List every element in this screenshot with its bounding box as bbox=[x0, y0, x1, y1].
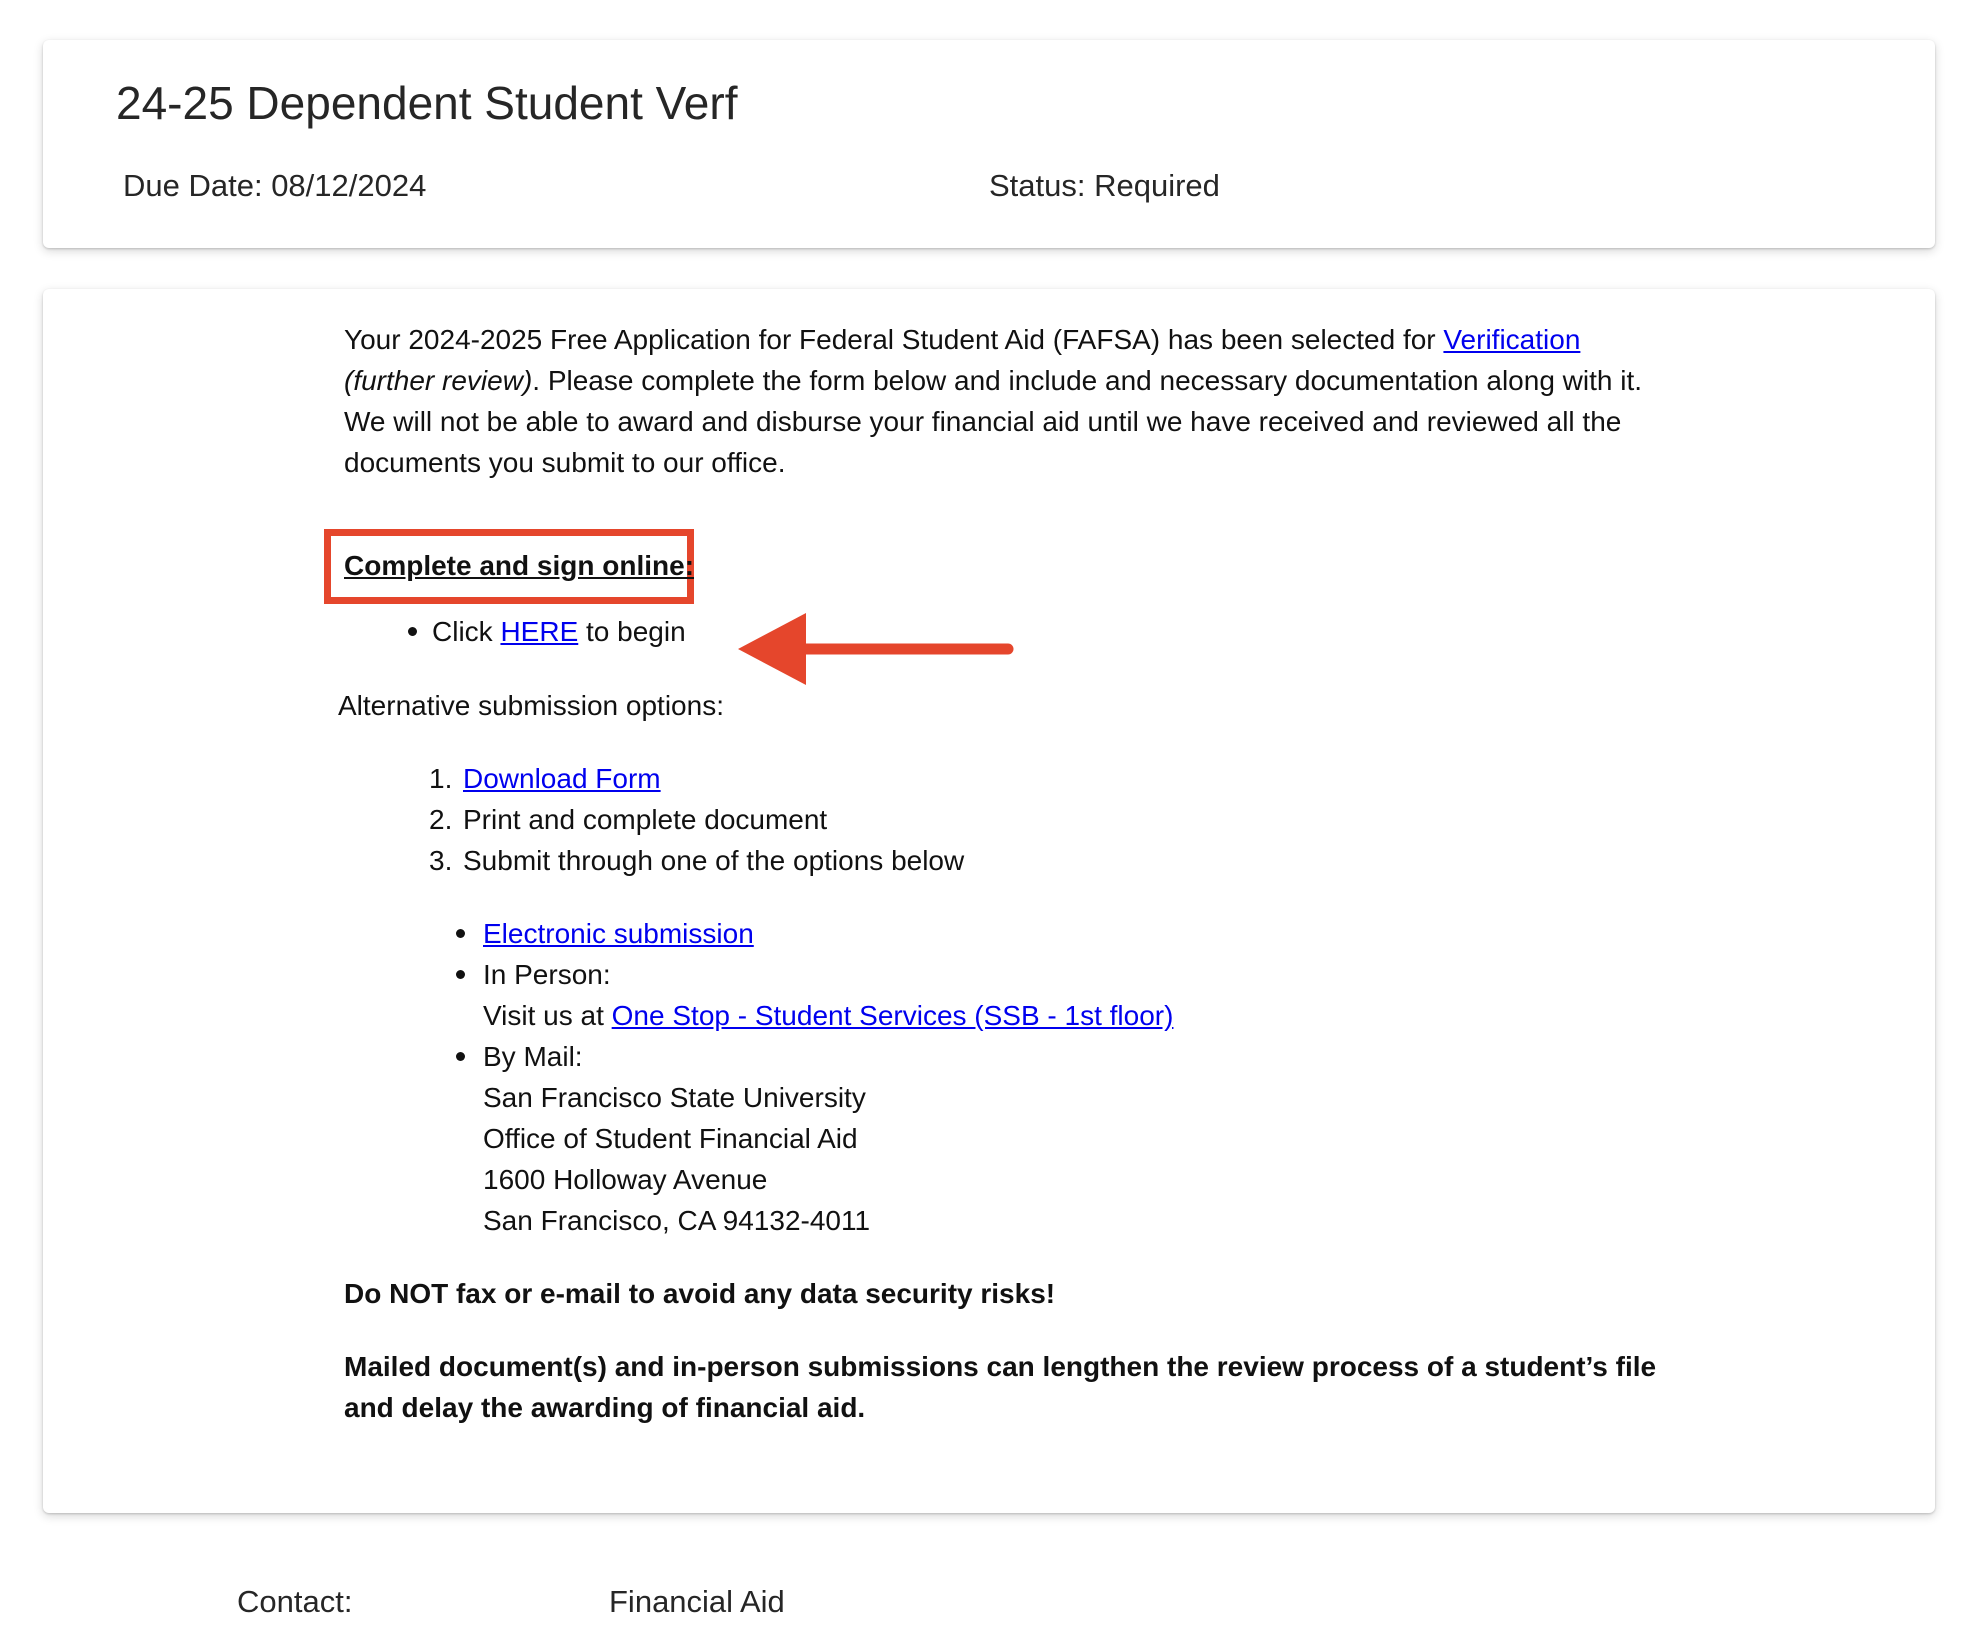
electronic-submission-link[interactable]: Electronic submission bbox=[483, 918, 754, 949]
step-number: 1. bbox=[429, 763, 453, 794]
by-mail-label: By Mail: bbox=[483, 1041, 583, 1072]
arrow-left-icon bbox=[738, 613, 1018, 685]
instructions-card bbox=[43, 289, 1935, 1513]
address-line: San Francisco State University bbox=[483, 1082, 866, 1113]
page-title: 24-25 Dependent Student Verf bbox=[116, 77, 738, 129]
bullet bbox=[456, 1052, 465, 1061]
verification-link[interactable]: Verification bbox=[1443, 324, 1581, 355]
bullet bbox=[456, 970, 465, 979]
address-line: Office of Student Financial Aid bbox=[483, 1123, 858, 1154]
due-date: Due Date: 08/12/2024 bbox=[123, 168, 427, 203]
status-label: Status: Required bbox=[989, 168, 1220, 203]
click-prefix: Click bbox=[432, 616, 501, 647]
bullet bbox=[456, 929, 465, 938]
visit-prefix: Visit us at bbox=[483, 1000, 612, 1031]
address-line: 1600 Holloway Avenue bbox=[483, 1164, 768, 1195]
mailed-warning: Mailed document(s) and in-person submissions can lengthen the review process of a student’s file and delay the awarding of financial aid. bbox=[344, 1351, 1657, 1423]
step-number: 3. bbox=[429, 845, 453, 876]
sign-online-heading: Complete and sign online: bbox=[344, 550, 695, 581]
contact-label: Contact: bbox=[237, 1584, 353, 1619]
step-number: 2. bbox=[429, 804, 453, 835]
bullet bbox=[408, 627, 417, 636]
address-line: San Francisco, CA 94132-4011 bbox=[483, 1205, 871, 1236]
visit-line bbox=[483, 995, 1173, 1036]
intro-text-start: Your 2024-2025 Free Application for Federal Student Aid (FAFSA) has been selected for bbox=[344, 324, 1444, 355]
intro-text-end: . Please complete the form below and include and necessary documentation along with it. We will not be able to award and disburse your financial aid until we have received and reviewed all the documents you submit to our office. bbox=[344, 365, 1643, 478]
step-text: Print and complete document bbox=[463, 804, 828, 835]
click-suffix: to begin bbox=[578, 616, 686, 647]
one-stop-link[interactable]: One Stop - Student Services (SSB - 1st floor) bbox=[611, 1000, 1174, 1031]
in-person-label: In Person: bbox=[483, 959, 611, 990]
no-fax-warning: Do NOT fax or e-mail to avoid any data security risks! bbox=[344, 1278, 1056, 1309]
alternative-heading: Alternative submission options: bbox=[338, 690, 724, 721]
click-here-line bbox=[432, 611, 686, 652]
contact-value: Financial Aid bbox=[609, 1584, 785, 1619]
step-text: Submit through one of the options below bbox=[463, 845, 965, 876]
intro-paragraph bbox=[344, 319, 1674, 483]
download-form-link[interactable]: Download Form bbox=[463, 763, 661, 794]
here-link[interactable]: HERE bbox=[500, 616, 579, 647]
further-review-text: (further review) bbox=[344, 365, 533, 396]
task-header-card bbox=[43, 40, 1935, 248]
